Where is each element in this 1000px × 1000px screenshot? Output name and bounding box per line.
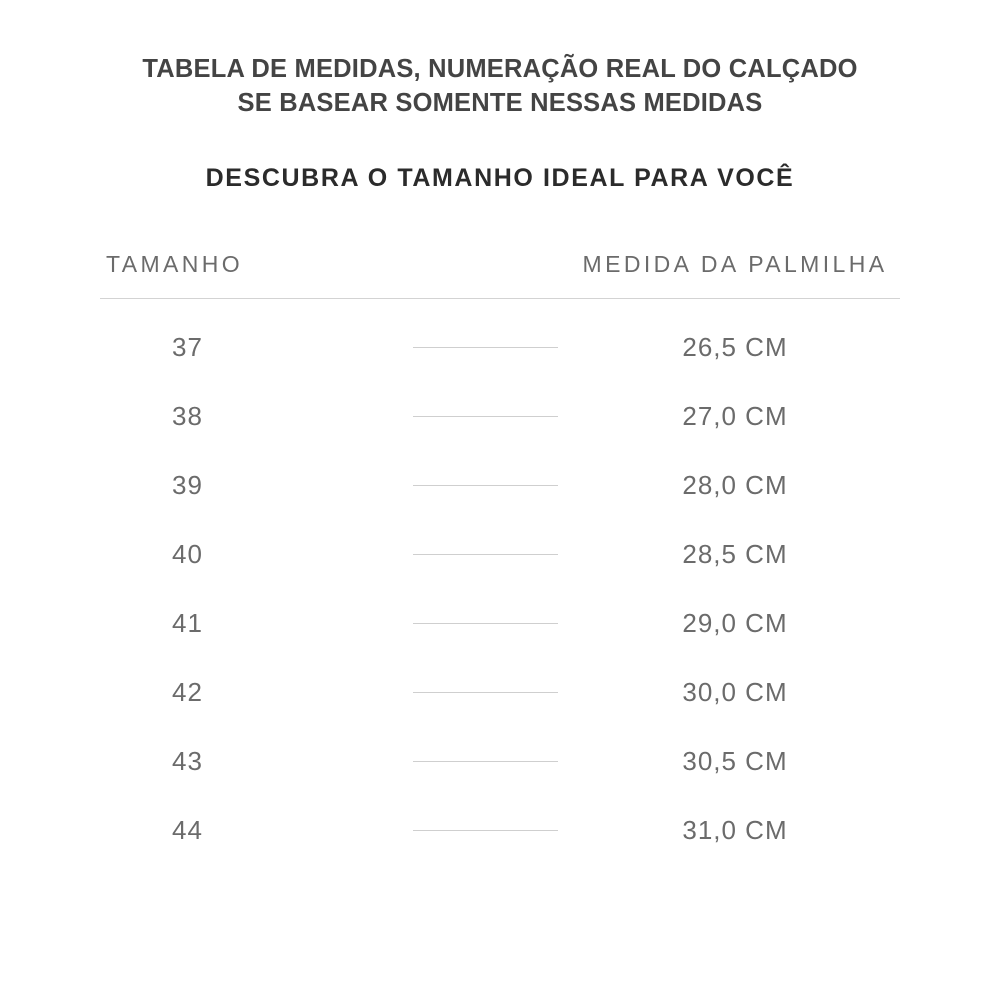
- cell-connector: [400, 830, 570, 831]
- cell-measure: 26,5 CM: [682, 332, 788, 362]
- dash-line-icon: [413, 761, 558, 762]
- cell-connector: [400, 416, 570, 417]
- cell-size: 42: [172, 677, 203, 707]
- page-title: DESCUBRA O TAMANHO IDEAL PARA VOCÊ: [205, 164, 795, 192]
- table-header-row: [100, 248, 900, 298]
- header-line-1: TABELA DE MEDIDAS, NUMERAÇÃO REAL DO CALÇADO: [142, 55, 858, 83]
- dash-line-icon: [413, 623, 558, 624]
- column-header-measure: MEDIDA DA PALMILHA: [582, 251, 888, 277]
- dash-line-icon: [413, 830, 558, 831]
- dash-line-icon: [413, 416, 558, 417]
- cell-size: 37: [172, 332, 203, 362]
- cell-connector: [400, 485, 570, 486]
- cell-measure: 27,0 CM: [682, 401, 788, 431]
- table-row: [100, 589, 900, 658]
- cell-size: 43: [172, 746, 203, 776]
- cell-measure: 29,0 CM: [682, 608, 788, 638]
- cell-size: 44: [172, 815, 203, 845]
- table-row: [100, 727, 900, 796]
- cell-size: 38: [172, 401, 203, 431]
- cell-measure: 30,0 CM: [682, 677, 788, 707]
- table-row: [100, 520, 900, 589]
- cell-measure: 28,5 CM: [682, 539, 788, 569]
- cell-measure: 30,5 CM: [682, 746, 788, 776]
- header-divider: [100, 298, 900, 299]
- cell-connector: [400, 347, 570, 348]
- size-table: [100, 248, 900, 865]
- dash-line-icon: [413, 347, 558, 348]
- table-body: [100, 313, 900, 865]
- cell-size: 40: [172, 539, 203, 569]
- column-header-size: TAMANHO: [106, 251, 244, 277]
- table-row: [100, 658, 900, 727]
- cell-connector: [400, 692, 570, 693]
- cell-connector: [400, 554, 570, 555]
- table-row: [100, 382, 900, 451]
- header-line-2: SE BASEAR SOMENTE NESSAS MEDIDAS: [237, 89, 763, 117]
- table-row: [100, 796, 900, 865]
- cell-size: 39: [172, 470, 203, 500]
- cell-measure: 31,0 CM: [682, 815, 788, 845]
- table-row: [100, 451, 900, 520]
- dash-line-icon: [413, 554, 558, 555]
- cell-measure: 28,0 CM: [682, 470, 788, 500]
- cell-connector: [400, 623, 570, 624]
- cell-size: 41: [172, 608, 203, 638]
- table-row: [100, 313, 900, 382]
- cell-connector: [400, 761, 570, 762]
- dash-line-icon: [413, 485, 558, 486]
- page-header: [0, 0, 1000, 120]
- dash-line-icon: [413, 692, 558, 693]
